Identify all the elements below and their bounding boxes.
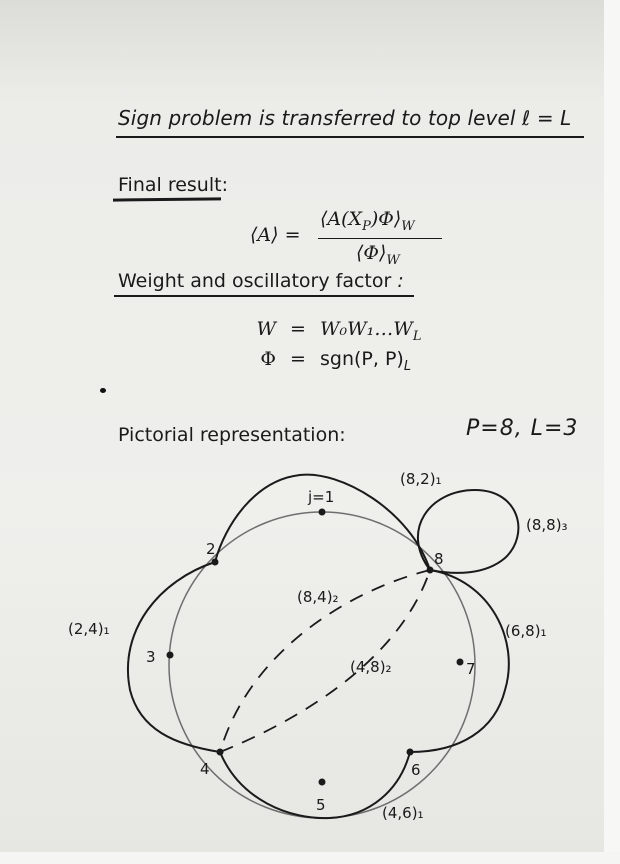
node-label-1: j=1 bbox=[308, 488, 335, 506]
formula-lhs: ⟨A⟩ = bbox=[250, 224, 301, 246]
fraction-bar bbox=[318, 238, 442, 239]
arc-label-8-4: (8,4)₂ bbox=[297, 588, 339, 606]
weight-underline bbox=[114, 295, 414, 297]
arc-label-6-8: (6,8)₁ bbox=[505, 622, 547, 640]
arc-label-4-6: (4,6)₁ bbox=[382, 804, 424, 822]
handwritten-parameters: P=8, L=3 bbox=[466, 416, 579, 441]
ink-speck bbox=[100, 388, 106, 393]
node-label-3: 3 bbox=[146, 648, 156, 666]
loop-diagram bbox=[0, 440, 620, 850]
node-8 bbox=[427, 567, 434, 574]
node-label-5: 5 bbox=[316, 796, 326, 814]
arc-label-8-2: (8,2)₁ bbox=[400, 470, 442, 488]
node-1 bbox=[319, 509, 326, 516]
node-3 bbox=[167, 652, 174, 659]
arc-label-4-8: (4,8)₂ bbox=[350, 658, 392, 676]
node-5 bbox=[319, 779, 326, 786]
page-heading: Sign problem is transferred to top level ℓ = L bbox=[118, 106, 572, 130]
node-label-6: 6 bbox=[411, 761, 421, 779]
node-6 bbox=[407, 749, 414, 756]
node-label-4: 4 bbox=[200, 760, 210, 778]
node-7 bbox=[457, 659, 464, 666]
arc-label-8-8: (8,8)₃ bbox=[526, 516, 568, 534]
node-label-2: 2 bbox=[206, 540, 216, 558]
pictorial-label: Pictorial representation: bbox=[118, 424, 346, 446]
arc-label-2-4: (2,4)₁ bbox=[68, 620, 110, 638]
formula-denominator: $⟨\Phi⟩_W$ bbox=[356, 242, 400, 268]
final-result-formula bbox=[250, 206, 450, 270]
final-result-label: Final result: bbox=[118, 174, 228, 196]
node-4 bbox=[217, 749, 224, 756]
formula-numerator: $⟨A(X_P)\Phi⟩_W$ bbox=[320, 208, 415, 234]
node-2 bbox=[212, 559, 219, 566]
arc-2-4 bbox=[128, 562, 220, 752]
heading-underline bbox=[116, 136, 584, 138]
node-label-8: 8 bbox=[434, 550, 444, 568]
page-bottom-edge bbox=[0, 852, 620, 864]
node-label-7: 7 bbox=[466, 660, 476, 678]
weight-label: Weight and oscillatory factor : bbox=[118, 270, 404, 292]
